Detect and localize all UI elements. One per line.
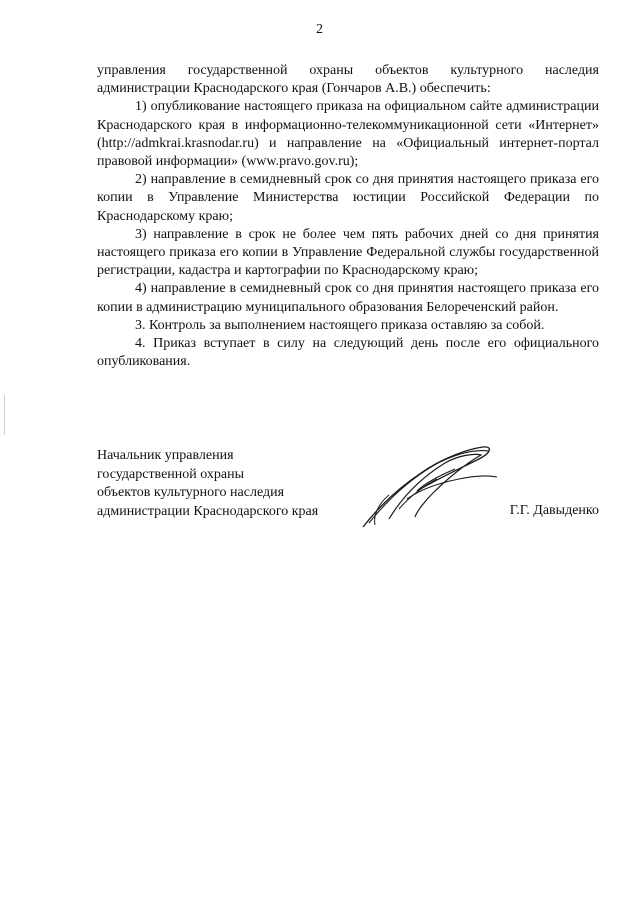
document-body [97, 62, 599, 371]
paragraph-control: 3. Контроль за выполнением настоящего приказа оставляю за собой. [135, 317, 545, 333]
paragraph-item-1: 1) опубликование настоящего приказа на официальном сайте администрации Краснодарского края в информационно-телекоммуникационной сети «Интернет» (http://admkrai.krasnodar.ru) и направление на «Официальный интернет-портал правовой информации» (www.pravo.gov.ru); [97, 99, 599, 170]
scan-edge-mark [4, 395, 5, 435]
paragraph-item-3: 3) направление в срок не более чем пять рабочих дней со дня принятия настоящего приказа его копии в Управление Федеральной службы государственной регистрации, кадастра и картографии по Краснодарскому краю; [97, 226, 599, 279]
paragraph-item-4: 4) направление в семидневный срок со дня принятия настоящего приказа его копии в администрацию муниципального образования Белореченский район. [97, 281, 599, 315]
paragraph-effect: 4. Приказ вступает в силу на следующий день после его официального опубликования. [97, 336, 599, 370]
signer-position-line: администрации Краснодарского края [97, 503, 319, 519]
signer-position-line: объектов культурного наследия [97, 485, 285, 500]
signature-block [97, 447, 599, 521]
paragraph-item-2: 2) направление в семидневный срок со дня принятия настоящего приказа его копии в Управление Министерства юстиции Российской Федерации по Краснодарскому краю; [97, 172, 599, 224]
signer-position-line: государственной охраны [97, 466, 245, 482]
page-number: 2 [316, 22, 323, 37]
handwritten-signature [355, 439, 505, 534]
paragraph-intro: управления государственной охраны объектов культурного наследия администрации Краснодарского края (Гончаров А.В.) обеспечить: [97, 63, 599, 97]
signer-name: Г.Г. Давыденко [509, 503, 599, 518]
signer-position-line: Начальник управления [97, 448, 234, 463]
